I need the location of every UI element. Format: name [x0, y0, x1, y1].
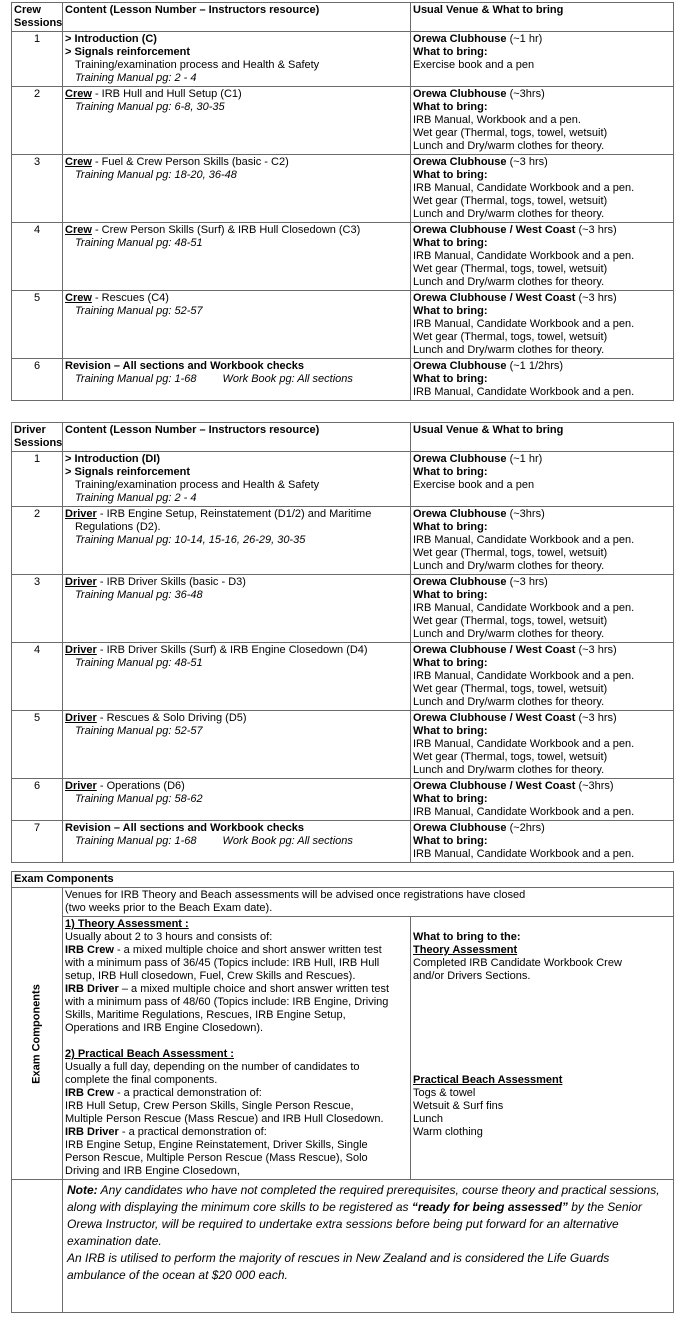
content-line	[65, 360, 408, 373]
content-line	[65, 521, 408, 534]
venue-name: Orewa Clubhouse	[413, 822, 507, 834]
content-text: Training Manual pg: 2 - 4	[75, 492, 197, 504]
bring-item: Wet gear (Thermal, togs, towel, wetsuit)	[413, 615, 608, 627]
bring-practical-line: Lunch	[413, 1113, 443, 1125]
session-number: 4	[12, 643, 63, 711]
course-type-label: Driver	[65, 780, 97, 792]
session-content	[63, 359, 411, 401]
theory-heading: 1) Theory Assessment :	[65, 918, 189, 930]
venue-duration: (~3 hrs)	[575, 644, 617, 656]
practical-crew-text: - a practical demonstration of:	[113, 1087, 262, 1099]
note-text: by the Senior Orewa Instructor, will be required to undertake extra sessions before being put forward for an alternative examination date.	[67, 1200, 642, 1248]
theory-driver-text: Operations and IRB Engine Closedown).	[65, 1022, 264, 1034]
content-line	[65, 466, 408, 479]
venue-name: Orewa Clubhouse	[413, 576, 507, 588]
note-label: Note:	[67, 1183, 98, 1197]
practical-driver-label: IRB Driver	[65, 1126, 119, 1138]
content-line	[65, 169, 408, 182]
venue-duration: (~3hrs)	[506, 88, 545, 100]
table-row	[12, 223, 674, 291]
bring-item: Wet gear (Thermal, togs, towel, wetsuit)	[413, 195, 608, 207]
content-text: Training/examination process and Health & Safety	[75, 479, 320, 491]
exam-side-label-cell	[12, 888, 63, 1180]
venue-duration: (~3 hrs)	[575, 712, 617, 724]
session-content	[63, 711, 411, 779]
venue-line	[413, 576, 671, 589]
session-number: 1	[12, 452, 63, 507]
column-header: Content (Lesson Number – Instructors resource)	[63, 423, 411, 452]
venue-line	[413, 508, 671, 521]
note-paragraph	[67, 1182, 669, 1250]
venue-name: Orewa Clubhouse / West Coast	[413, 224, 576, 236]
session-number: 1	[12, 32, 63, 87]
column-header: Driver Sessions	[12, 423, 63, 452]
content-line	[65, 33, 408, 46]
content-text: > Signals reinforcement	[65, 46, 191, 58]
theory-crew-text: - a mixed multiple choice and short answer written test	[113, 944, 382, 956]
table-row	[12, 779, 674, 821]
content-text: Training Manual pg: 2 - 4	[75, 72, 197, 84]
bring-practical-line: Wetsuit & Surf fins	[413, 1100, 504, 1112]
what-to-bring-label: What to bring:	[413, 657, 488, 669]
content-text: > Introduction (DI)	[65, 453, 161, 465]
course-type-label: Driver	[65, 712, 97, 724]
venue-duration: (~2hrs)	[506, 822, 545, 834]
theory-driver-text: with a minimum pass of 48/60 (Topics include: IRB Engine, Driving	[65, 996, 389, 1008]
table-row	[12, 452, 674, 507]
crew-sessions-body	[12, 32, 674, 401]
practical-crew-text: Multiple Person Rescue (Mass Rescue) and IRB Hull Closedown.	[65, 1113, 384, 1125]
bring-item: Lunch and Dry/warm clothes for theory.	[413, 696, 605, 708]
table-row	[12, 87, 674, 155]
venue-name: Orewa Clubhouse	[413, 88, 507, 100]
content-line	[65, 657, 408, 670]
session-number: 2	[12, 87, 63, 155]
bring-item: Wet gear (Thermal, togs, towel, wetsuit)	[413, 331, 608, 343]
bring-item: IRB Manual, Candidate Workbook and a pen.	[413, 318, 635, 330]
content-line	[65, 46, 408, 59]
theory-crew-text: with a minimum pass of 36/45 (Topics include: IRB Hull, IRB Hull	[65, 957, 380, 969]
session-venue	[411, 821, 674, 863]
bring-item: Wet gear (Thermal, togs, towel, wetsuit)	[413, 127, 608, 139]
session-number: 3	[12, 575, 63, 643]
venue-name: Orewa Clubhouse / West Coast	[413, 292, 576, 304]
content-line	[65, 72, 408, 85]
venue-name: Orewa Clubhouse / West Coast	[413, 780, 576, 792]
practical-driver-text: IRB Engine Setup, Engine Reinstatement, Driver Skills, Single	[65, 1139, 368, 1151]
bring-item: IRB Manual, Workbook and a pen.	[413, 114, 581, 126]
exam-assessment-details	[63, 917, 411, 1180]
what-to-bring-label: What to bring:	[413, 793, 488, 805]
bring-item: Exercise book and a pen	[413, 59, 535, 71]
table-header-row	[12, 423, 674, 452]
session-venue	[411, 87, 674, 155]
content-text: Training Manual pg: 36-48	[75, 589, 203, 601]
what-to-bring-label: What to bring:	[413, 237, 488, 249]
table-row	[12, 32, 674, 87]
crew-sessions-table	[11, 2, 674, 401]
session-venue	[411, 359, 674, 401]
what-to-bring-label: What to bring:	[413, 589, 488, 601]
what-to-bring-label: What to bring:	[413, 466, 488, 478]
bring-heading: What to bring to the:	[413, 931, 521, 943]
venue-duration: (~3hrs)	[575, 780, 614, 792]
content-text: Regulations (D2).	[75, 521, 161, 533]
theory-driver-label: IRB Driver	[65, 983, 119, 995]
what-to-bring-label: What to bring:	[413, 305, 488, 317]
bring-item: Lunch and Dry/warm clothes for theory.	[413, 628, 605, 640]
session-venue	[411, 779, 674, 821]
venue-duration: (~3 hrs)	[575, 224, 617, 236]
venue-name: Orewa Clubhouse	[413, 508, 507, 520]
content-text: - IRB Driver Skills (Surf) & IRB Engine Closedown (D4)	[96, 644, 368, 656]
bring-item: Lunch and Dry/warm clothes for theory.	[413, 208, 605, 220]
session-content	[63, 87, 411, 155]
session-content	[63, 223, 411, 291]
venue-line	[413, 33, 671, 46]
content-text: Training Manual pg: 6-8, 30-35	[75, 101, 225, 113]
session-venue	[411, 452, 674, 507]
content-line	[65, 156, 408, 169]
venue-line	[413, 712, 671, 725]
what-to-bring-label: What to bring:	[413, 46, 488, 58]
content-line	[65, 534, 408, 547]
table-row	[12, 643, 674, 711]
what-to-bring-label: What to bring:	[413, 373, 488, 385]
venue-name: Orewa Clubhouse	[413, 453, 507, 465]
content-text: Training Manual pg: 48-51	[75, 237, 203, 249]
course-type-label: Crew	[65, 156, 92, 168]
bring-item: IRB Manual, Candidate Workbook and a pen.	[413, 386, 635, 398]
bring-item: Exercise book and a pen	[413, 479, 535, 491]
session-content	[63, 821, 411, 863]
note-paragraph-2: An IRB is utilised to perform the majority of rescues in New Zealand and is considered the Life Guards ambulance of the ocean at $20 000 each.	[67, 1251, 610, 1282]
session-venue	[411, 643, 674, 711]
table-row	[12, 575, 674, 643]
table-row	[12, 359, 674, 401]
bring-practical-heading: Practical Beach Assessment	[413, 1074, 563, 1086]
session-content	[63, 291, 411, 359]
content-text: > Introduction (C)	[65, 33, 157, 45]
theory-crew-label: IRB Crew	[65, 944, 114, 956]
bring-item: IRB Manual, Candidate Workbook and a pen.	[413, 602, 635, 614]
content-text: - IRB Driver Skills (basic - D3)	[96, 576, 246, 588]
venue-note-line: Venues for IRB Theory and Beach assessments will be advised once registrations have closed	[65, 889, 526, 901]
session-content	[63, 643, 411, 711]
content-text: > Signals reinforcement	[65, 466, 191, 478]
content-line	[65, 373, 408, 386]
what-to-bring-label: What to bring:	[413, 101, 488, 113]
column-header: Usual Venue & What to bring	[411, 3, 674, 32]
session-number: 2	[12, 507, 63, 575]
content-line	[65, 59, 408, 72]
content-text: Training Manual pg: 18-20, 36-48	[75, 169, 237, 181]
venue-line	[413, 156, 671, 169]
session-venue	[411, 575, 674, 643]
session-number: 6	[12, 779, 63, 821]
venue-name: Orewa Clubhouse / West Coast	[413, 712, 576, 724]
exam-what-to-bring	[411, 917, 674, 1180]
session-number: 5	[12, 711, 63, 779]
content-text: Training Manual pg: 52-57	[75, 305, 203, 317]
content-text: - Rescues (C4)	[91, 292, 169, 304]
note-text: Any candidates who have not completed the required prerequisites, course theory and practical sessions, along with displaying the minimum core skills to be registered as	[67, 1183, 660, 1214]
content-line	[65, 453, 408, 466]
content-line	[65, 725, 408, 738]
session-venue	[411, 155, 674, 223]
course-type-label: Crew	[65, 292, 92, 304]
practical-driver	[65, 1126, 408, 1139]
venue-line	[413, 224, 671, 237]
content-line	[65, 101, 408, 114]
content-text: Training Manual pg: 58-62	[75, 793, 203, 805]
column-header: Content (Lesson Number – Instructors resource)	[63, 3, 411, 32]
venue-line	[413, 780, 671, 793]
course-type-label: Crew	[65, 88, 92, 100]
exam-title: Exam Components	[12, 872, 674, 888]
venue-line	[413, 822, 671, 835]
bring-theory-line: and/or Drivers Sections.	[413, 970, 531, 982]
bring-practical-line: Togs & towel	[413, 1087, 476, 1099]
venue-duration: (~1 hr)	[506, 33, 543, 45]
venue-duration: (~3hrs)	[506, 508, 545, 520]
bring-item: Wet gear (Thermal, togs, towel, wetsuit)	[413, 683, 608, 695]
session-content	[63, 779, 411, 821]
bring-item: IRB Manual, Candidate Workbook and a pen.	[413, 738, 635, 750]
content-line	[65, 292, 408, 305]
bring-item: Lunch and Dry/warm clothes for theory.	[413, 276, 605, 288]
driver-sessions-body	[12, 452, 674, 863]
content-line	[65, 576, 408, 589]
course-type-label: Driver	[65, 644, 97, 656]
driver-sessions-table	[11, 422, 674, 863]
venue-duration: (~1 hr)	[506, 453, 543, 465]
table-row	[12, 507, 674, 575]
content-text: - Rescues & Solo Driving (D5)	[96, 712, 247, 724]
session-venue	[411, 711, 674, 779]
bring-item: IRB Manual, Candidate Workbook and a pen.	[413, 806, 635, 818]
venue-note-line: (two weeks prior to the Beach Exam date).	[65, 902, 273, 914]
theory-crew	[65, 944, 408, 957]
bring-item: IRB Manual, Candidate Workbook and a pen.	[413, 534, 635, 546]
venue-name: Orewa Clubhouse / West Coast	[413, 644, 576, 656]
content-text: Training Manual pg: 1-68	[75, 835, 197, 847]
workbook-ref: Work Book pg: All sections	[222, 373, 353, 385]
table-row	[12, 821, 674, 863]
content-line	[65, 589, 408, 602]
practical-driver-text: Person Rescue, Multiple Person Rescue (Mass Rescue), Solo	[65, 1152, 368, 1164]
column-header: Crew Sessions	[12, 3, 63, 32]
venue-line	[413, 292, 671, 305]
session-venue	[411, 291, 674, 359]
bring-item: IRB Manual, Candidate Workbook and a pen.	[413, 182, 635, 194]
session-content	[63, 507, 411, 575]
content-text: Revision – All sections and Workbook checks	[65, 360, 305, 372]
bring-item: Lunch and Dry/warm clothes for theory.	[413, 344, 605, 356]
venue-duration: (~3 hrs)	[575, 292, 617, 304]
session-content	[63, 32, 411, 87]
practical-heading: 2) Practical Beach Assessment :	[65, 1048, 234, 1060]
theory-driver-text: – a mixed multiple choice and short answer written test	[118, 983, 390, 995]
venue-line	[413, 644, 671, 657]
session-number: 4	[12, 223, 63, 291]
session-number: 5	[12, 291, 63, 359]
content-line	[65, 508, 408, 521]
bring-item: Lunch and Dry/warm clothes for theory.	[413, 764, 605, 776]
venue-line	[413, 453, 671, 466]
what-to-bring-label: What to bring:	[413, 521, 488, 533]
bring-item: Wet gear (Thermal, togs, towel, wetsuit)	[413, 751, 608, 763]
theory-crew-text: setup, IRB Hull closedown, Fuel, Crew Skills and Rescues).	[65, 970, 356, 982]
course-type-label: Driver	[65, 576, 97, 588]
what-to-bring-label: What to bring:	[413, 835, 488, 847]
bring-practical-line: Warm clothing	[413, 1126, 483, 1138]
session-venue	[411, 223, 674, 291]
table-row	[12, 711, 674, 779]
what-to-bring-label: What to bring:	[413, 725, 488, 737]
venue-duration: (~3 hrs)	[506, 576, 548, 588]
venue-line	[413, 88, 671, 101]
bring-item: IRB Manual, Candidate Workbook and a pen.	[413, 848, 635, 860]
content-text: - Crew Person Skills (Surf) & IRB Hull Closedown (C3)	[91, 224, 361, 236]
practical-crew-text: IRB Hull Setup, Crew Person Skills, Single Person Rescue,	[65, 1100, 354, 1112]
session-content	[63, 155, 411, 223]
content-line	[65, 224, 408, 237]
bring-item: Wet gear (Thermal, togs, towel, wetsuit)	[413, 547, 608, 559]
venue-line	[413, 360, 671, 373]
content-line	[65, 780, 408, 793]
content-line	[65, 822, 408, 835]
content-line	[65, 88, 408, 101]
column-header: Usual Venue & What to bring	[411, 423, 674, 452]
exam-components-table	[11, 871, 674, 1313]
table-row	[12, 291, 674, 359]
bring-item: IRB Manual, Candidate Workbook and a pen.	[413, 250, 635, 262]
exam-side-label: Exam Components	[30, 983, 43, 1084]
content-text: - IRB Hull and Hull Setup (C1)	[91, 88, 242, 100]
content-text: Training Manual pg: 10-14, 15-16, 26-29, 30-35	[75, 534, 306, 546]
note-spacer-cell	[12, 1180, 63, 1313]
bring-item: Wet gear (Thermal, togs, towel, wetsuit)	[413, 263, 608, 275]
course-type-label: Crew	[65, 224, 92, 236]
practical-intro: Usually a full day, depending on the number of candidates to	[65, 1061, 360, 1073]
venue-name: Orewa Clubhouse	[413, 33, 507, 45]
bring-item: Lunch and Dry/warm clothes for theory.	[413, 560, 605, 572]
note-emphasis: “ready for being assessed”	[411, 1200, 568, 1214]
workbook-ref: Work Book pg: All sections	[222, 835, 353, 847]
bring-item: Lunch and Dry/warm clothes for theory.	[413, 140, 605, 152]
content-line	[65, 479, 408, 492]
content-line	[65, 793, 408, 806]
session-venue	[411, 507, 674, 575]
theory-intro: Usually about 2 to 3 hours and consists of:	[65, 931, 273, 943]
theory-driver-text: Skills, Maritime Regulations, Rescues, IRB Engine Setup,	[65, 1009, 346, 1021]
content-line	[65, 835, 408, 848]
session-venue	[411, 32, 674, 87]
content-text: - Fuel & Crew Person Skills (basic - C2)	[91, 156, 289, 168]
exam-note	[63, 1180, 674, 1313]
content-line	[65, 237, 408, 250]
course-type-label: Driver	[65, 508, 97, 520]
content-text: Revision – All sections and Workbook checks	[65, 822, 305, 834]
session-number: 3	[12, 155, 63, 223]
content-line	[65, 712, 408, 725]
content-line	[65, 492, 408, 505]
session-content	[63, 575, 411, 643]
content-text: Training/examination process and Health & Safety	[75, 59, 320, 71]
venue-name: Orewa Clubhouse	[413, 156, 507, 168]
practical-driver-text: - a practical demonstration of:	[118, 1126, 267, 1138]
practical-driver-text: Driving and IRB Engine Closedown,	[65, 1165, 240, 1177]
content-text: Training Manual pg: 48-51	[75, 657, 203, 669]
content-text: - Operations (D6)	[96, 780, 185, 792]
practical-crew	[65, 1087, 408, 1100]
bring-theory-heading: Theory Assessment	[413, 944, 518, 956]
what-to-bring-label: What to bring:	[413, 169, 488, 181]
session-number: 7	[12, 821, 63, 863]
content-line	[65, 644, 408, 657]
content-text: Training Manual pg: 1-68	[75, 373, 197, 385]
venue-duration: (~1 1/2hrs)	[506, 360, 564, 372]
session-number: 6	[12, 359, 63, 401]
content-text: - IRB Engine Setup, Reinstatement (D1/2) and Maritime	[96, 508, 372, 520]
practical-crew-label: IRB Crew	[65, 1087, 114, 1099]
content-text: Training Manual pg: 52-57	[75, 725, 203, 737]
content-line	[65, 305, 408, 318]
practical-intro: complete the final components.	[65, 1074, 218, 1086]
table-row	[12, 155, 674, 223]
session-content	[63, 452, 411, 507]
venue-duration: (~3 hrs)	[506, 156, 548, 168]
bring-item: IRB Manual, Candidate Workbook and a pen.	[413, 670, 635, 682]
bring-theory-line: Completed IRB Candidate Workbook Crew	[413, 957, 622, 969]
venue-name: Orewa Clubhouse	[413, 360, 507, 372]
theory-driver	[65, 983, 408, 996]
table-header-row	[12, 3, 674, 32]
exam-venue-note	[63, 888, 674, 917]
